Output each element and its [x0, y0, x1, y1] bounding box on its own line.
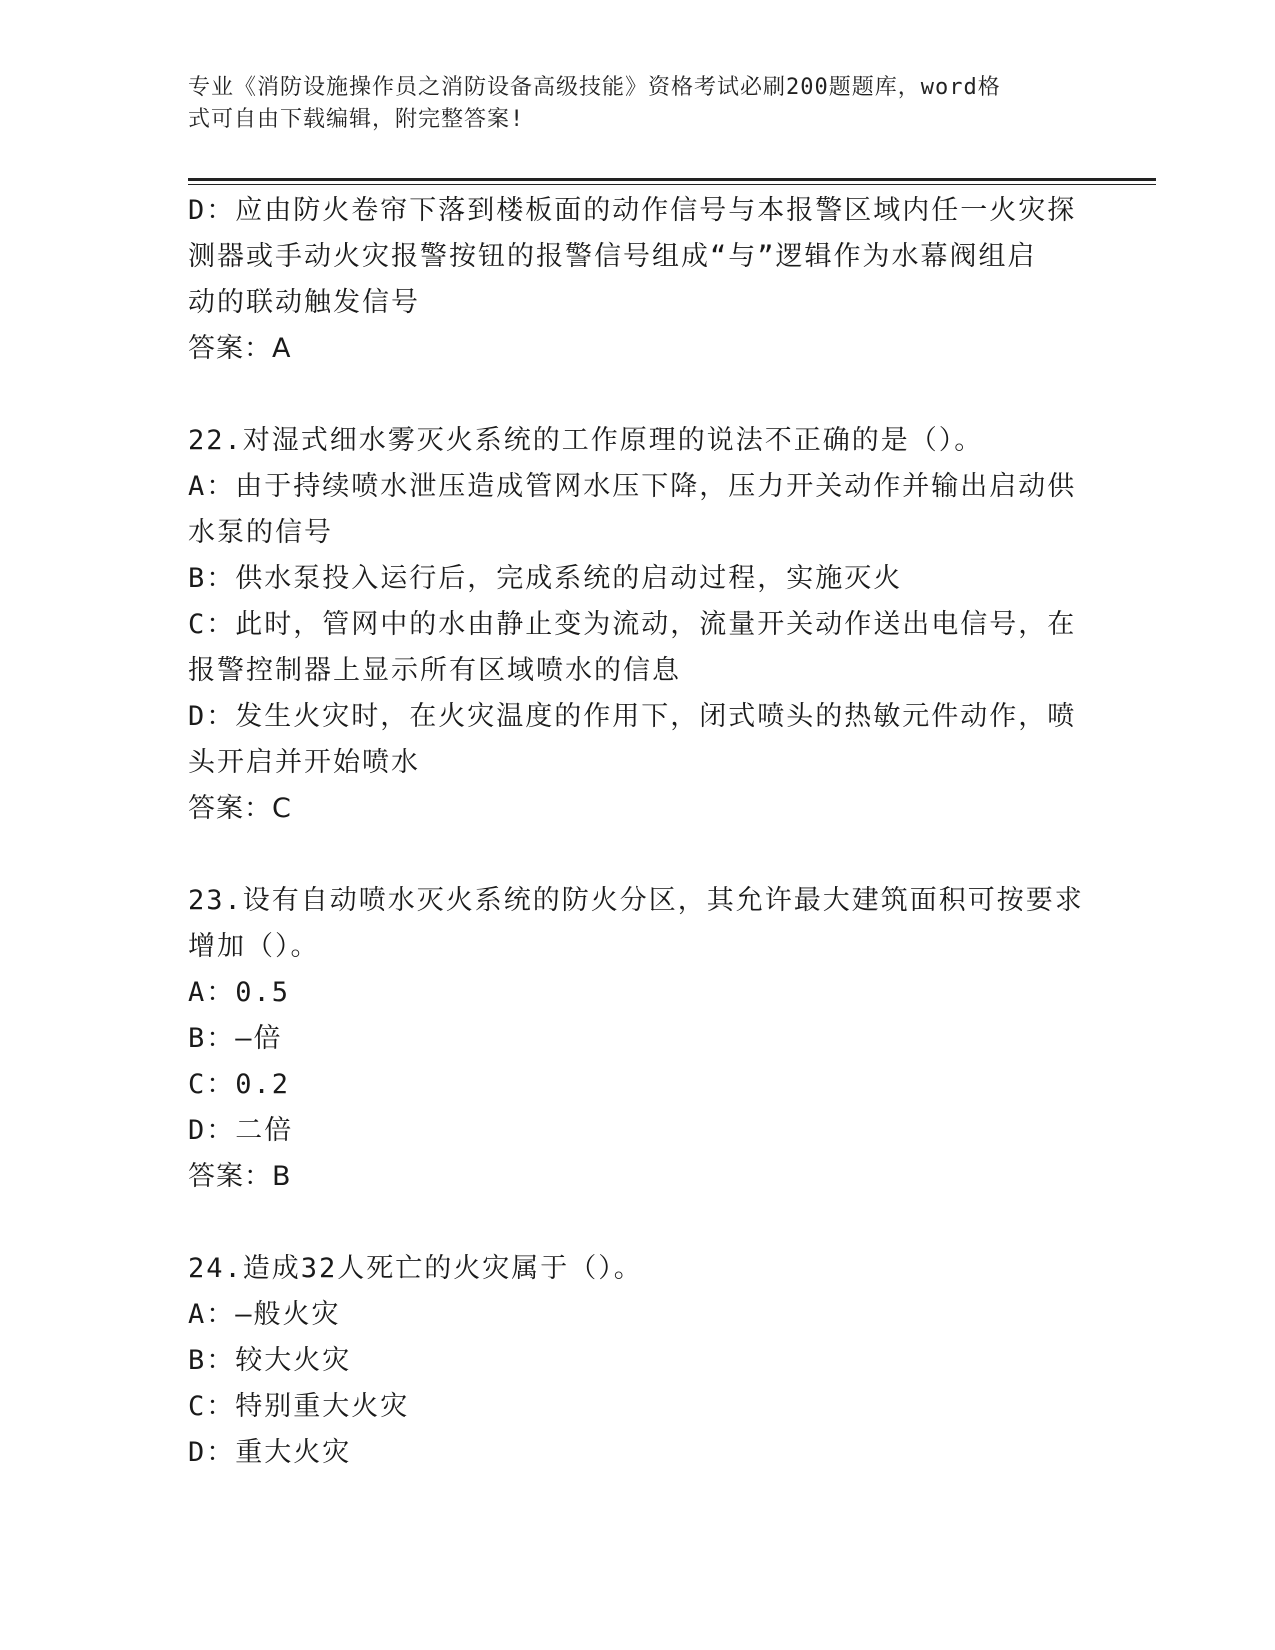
header-rule-thick: [188, 178, 1156, 181]
header-rule-thin: [188, 184, 1156, 185]
q22-option-d-line-1: D：发生火灾时，在火灾温度的作用下，闭式喷头的热敏元件动作，喷: [188, 701, 1077, 732]
spacer: [188, 1200, 1088, 1246]
q24-option-c: C：特别重大火灾: [188, 1391, 410, 1422]
q23-question-line-2: 增加（）。: [188, 931, 320, 962]
document-body: [188, 188, 1088, 1476]
q24-option-a: A：—般火灾: [188, 1299, 341, 1330]
q21-answer: 答案：A: [188, 333, 292, 364]
document-header: [188, 72, 1068, 136]
q22-option-a-line-1: A：由于持续喷水泄压造成管网水压下降，压力开关动作并输出启动供: [188, 471, 1077, 502]
q22-option-c-line-2: 报警控制器上显示所有区域喷水的信息: [188, 655, 681, 686]
q23-option-d: D：二倍: [188, 1115, 294, 1146]
q24-option-d: D：重大火灾: [188, 1437, 352, 1468]
q22-option-a-line-2: 水泵的信号: [188, 517, 333, 548]
q22-answer: 答案：C: [188, 793, 292, 824]
q24-option-b: B：较大火灾: [188, 1345, 352, 1376]
spacer: [188, 832, 1088, 878]
question-23: [188, 878, 1088, 1200]
header-line-2: 式可自由下载编辑，附完整答案!: [188, 107, 525, 132]
q23-option-b: B：—倍: [188, 1023, 283, 1054]
spacer: [188, 372, 1088, 418]
q22-question: 22.对湿式细水雾灭火系统的工作原理的说法不正确的是（）。: [188, 425, 984, 456]
q23-answer: 答案：B: [188, 1161, 292, 1192]
q21-option-d-line-1: D：应由防火卷帘下落到楼板面的动作信号与本报警区域内任一火灾探: [188, 195, 1077, 226]
q24-question: 24.造成32人死亡的火灾属于（）。: [188, 1253, 643, 1284]
q21-option-d-line-3: 动的联动触发信号: [188, 287, 420, 318]
q22-option-d-line-2: 头开启并开始喷水: [188, 747, 420, 778]
q23-option-a: A：0.5: [188, 977, 291, 1008]
question-21-tail: [188, 188, 1088, 372]
q23-question-line-1: 23.设有自动喷水灭火系统的防火分区，其允许最大建筑面积可按要求: [188, 885, 1084, 916]
question-22: [188, 418, 1088, 832]
question-24: [188, 1246, 1088, 1476]
q22-option-c-line-1: C：此时，管网中的水由静止变为流动，流量开关动作送出电信号，在: [188, 609, 1077, 640]
q23-option-c: C：0.2: [188, 1069, 291, 1100]
q21-option-d-line-2: 测器或手动火灾报警按钮的报警信号组成“与”逻辑作为水幕阀组启: [188, 241, 1037, 272]
q22-option-b-line-1: B：供水泵投入运行后，完成系统的启动过程，实施灭火: [188, 563, 903, 594]
header-line-1: 专业《消防设施操作员之消防设备高级技能》资格考试必刷200题题库，word格: [188, 75, 1001, 100]
